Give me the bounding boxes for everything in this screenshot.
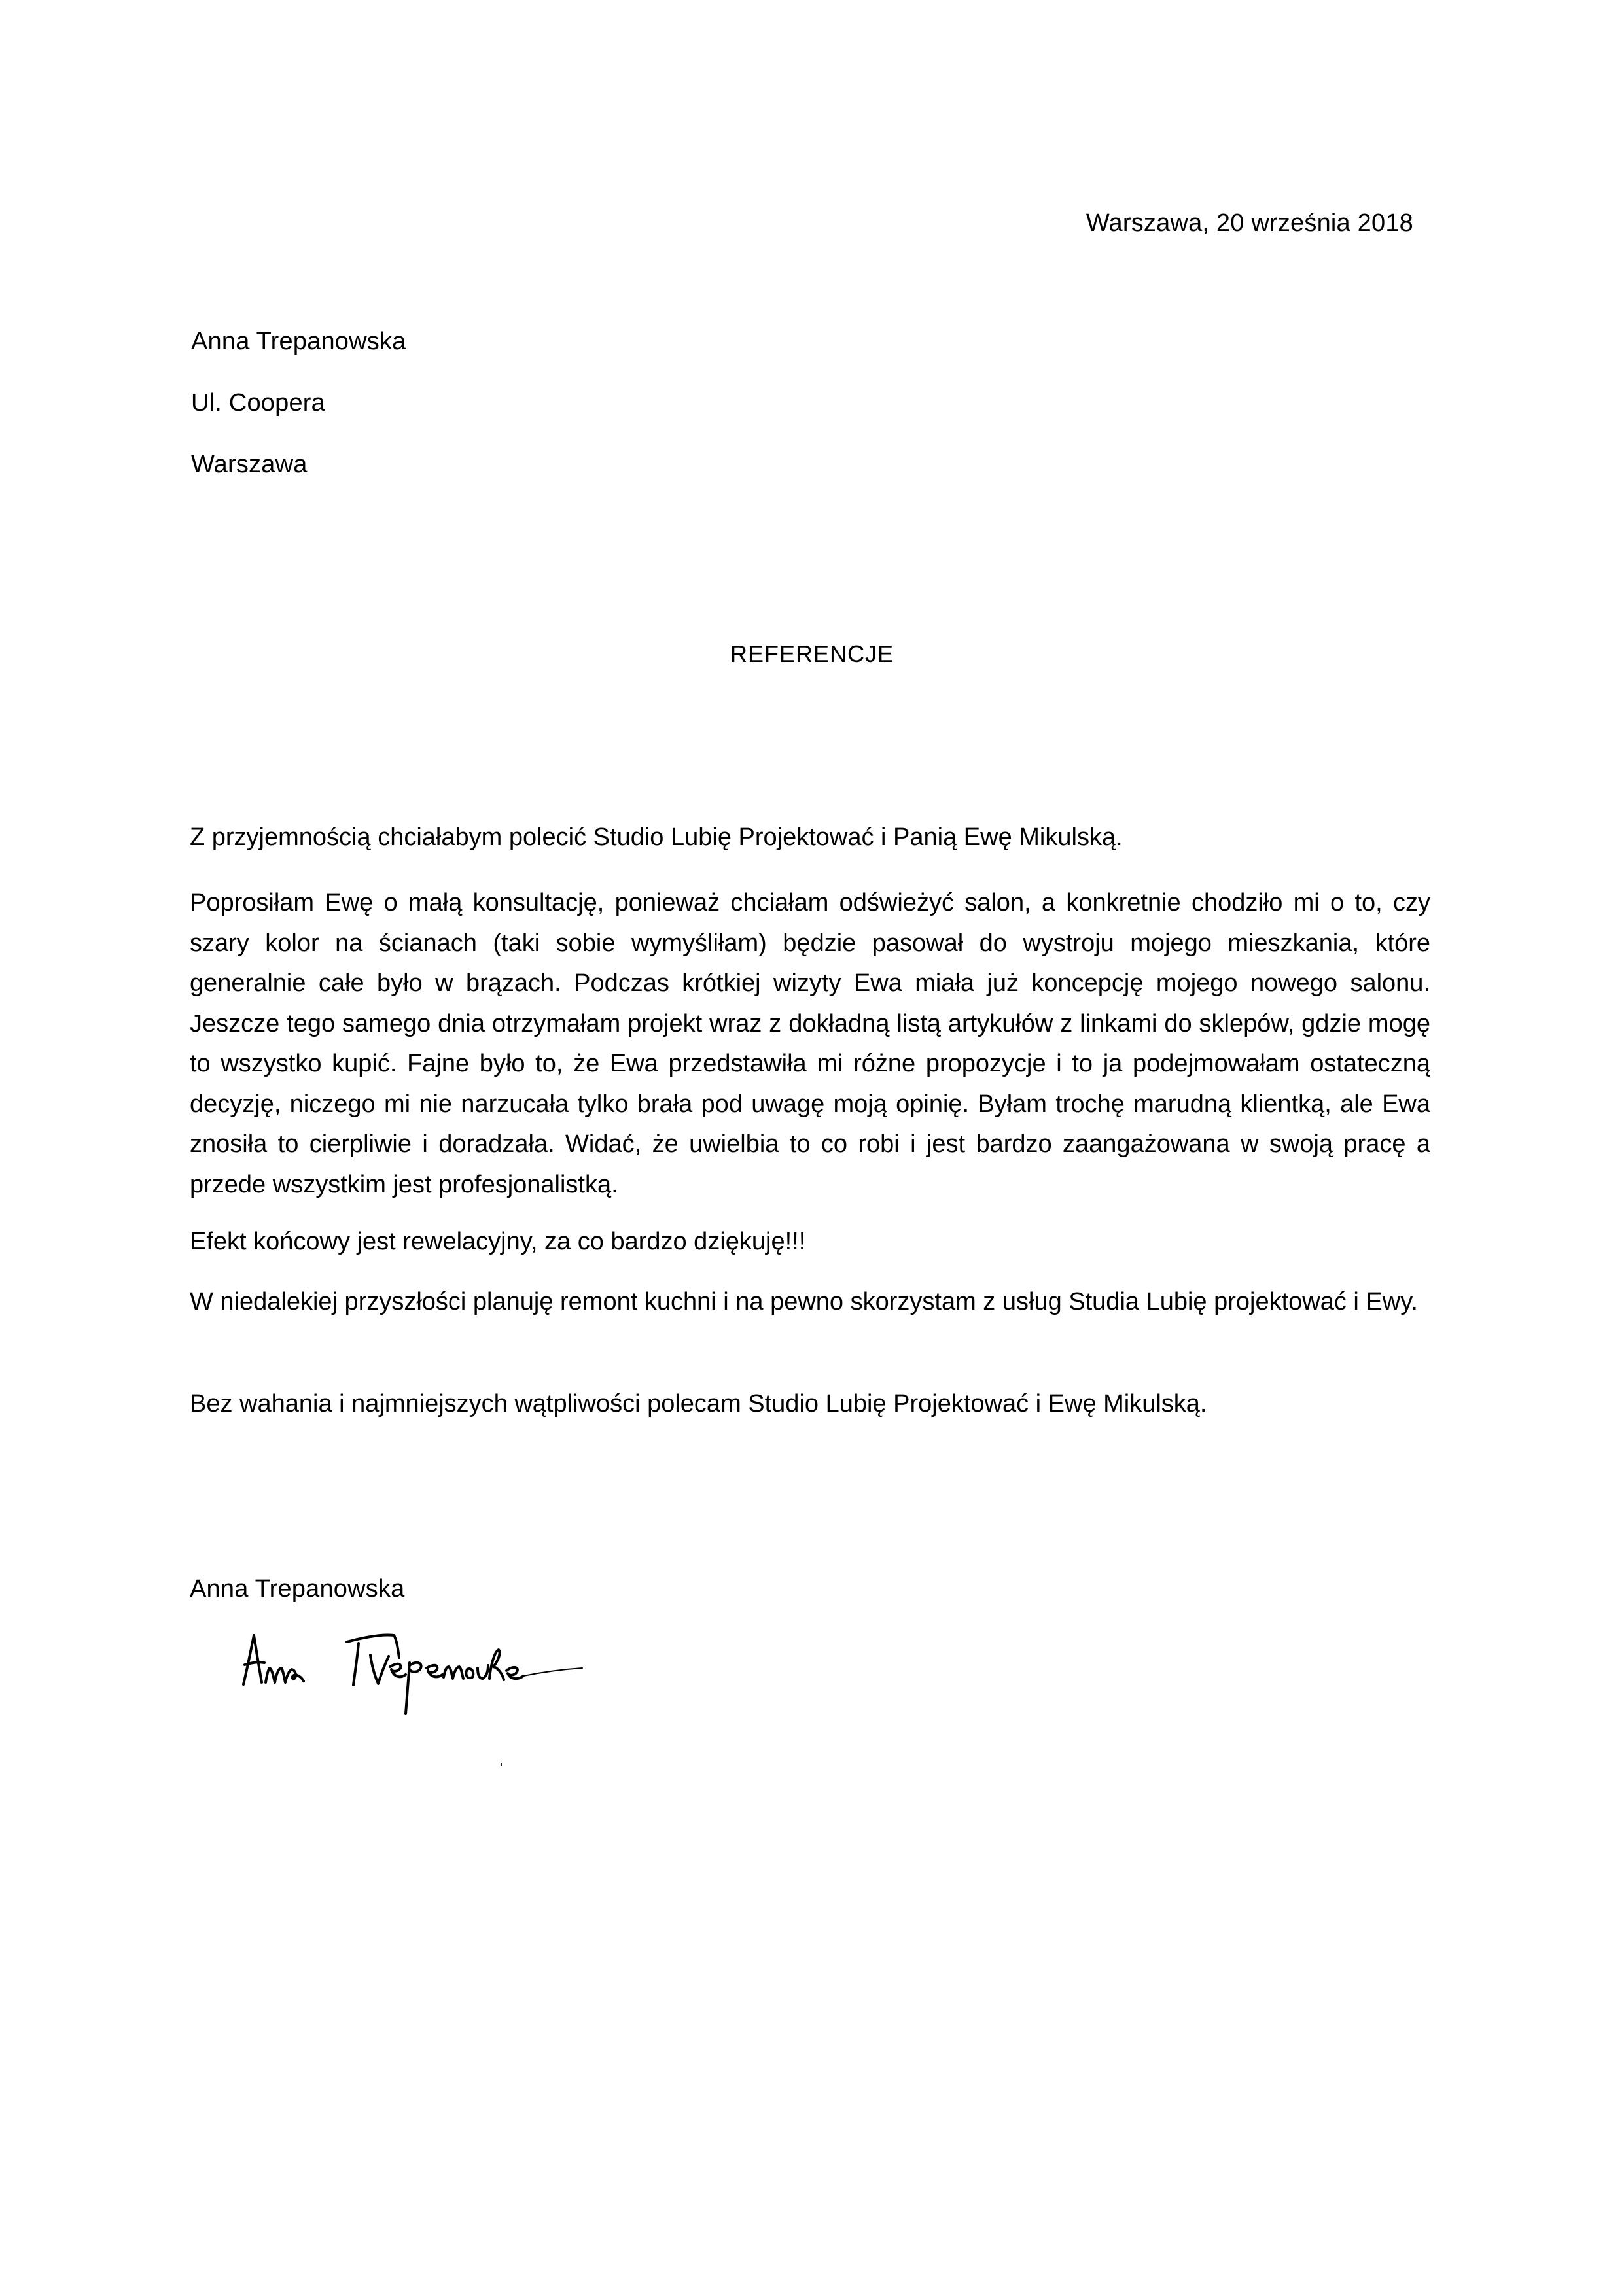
sender-name: Anna Trepanowska xyxy=(191,328,406,355)
document-title: REFERENCJE xyxy=(730,640,894,667)
sender-street: Ul. Coopera xyxy=(191,389,325,417)
paragraph-story: Poprosiłam Ewę o małą konsultację, ponieważ chciałam odświeżyć salon, a konkretnie chodziło mi o to, czy szary kolor na ścianach (taki sobie wymyśliłam) będzie pasował do wystroju mojego mieszkania, które generalnie całe było w brązach. Podczas krótkiej wizyty Ewa miała już koncepcję mojego nowego salonu. Jeszcze tego samego dnia otrzymałam projekt wraz z dokładną listą artykułów z linkami do sklepów, gdzie mogę to wszystko kupić. Fajne było to, że Ewa przedstawiła mi różne propozycje i to ja podejmowałam ostateczną decyzję, niczego mi nie narzucała tylko brała pod uwagę moją opinię. Byłam trochę marudną klientką, ale Ewa znosiła to cierpliwie i doradzała. Widać, że uwielbia to co robi i jest bardzo zaangażowana w swoją pracę a przede wszystkim jest profesjonalistką. xyxy=(190,889,1430,1198)
scan-artifact xyxy=(501,1763,502,1766)
sender-city: Warszawa xyxy=(191,451,308,478)
closing-name: Anna Trepanowska xyxy=(190,1575,405,1603)
paragraph-recommendation: Bez wahania i najmniejszych wątpliwości polecam Studio Lubię Projektować i Ewę Mikulską. xyxy=(190,1390,1207,1418)
place-date: Warszawa, 20 września 2018 xyxy=(1086,209,1413,237)
handwritten-signature-icon xyxy=(242,1629,687,1727)
paragraph-intro: Z przyjemnością chciałabym polecić Studio Lubię Projektować i Panią Ewę Mikulską. xyxy=(190,824,1123,851)
paragraph-result: Efekt końcowy jest rewelacyjny, za co bardzo dziękuję!!! xyxy=(190,1228,806,1255)
paragraph-future: W niedalekiej przyszłości planuję remont kuchni i na pewno skorzystam z usług Studia Lubię projektować i Ewy. xyxy=(190,1288,1418,1315)
